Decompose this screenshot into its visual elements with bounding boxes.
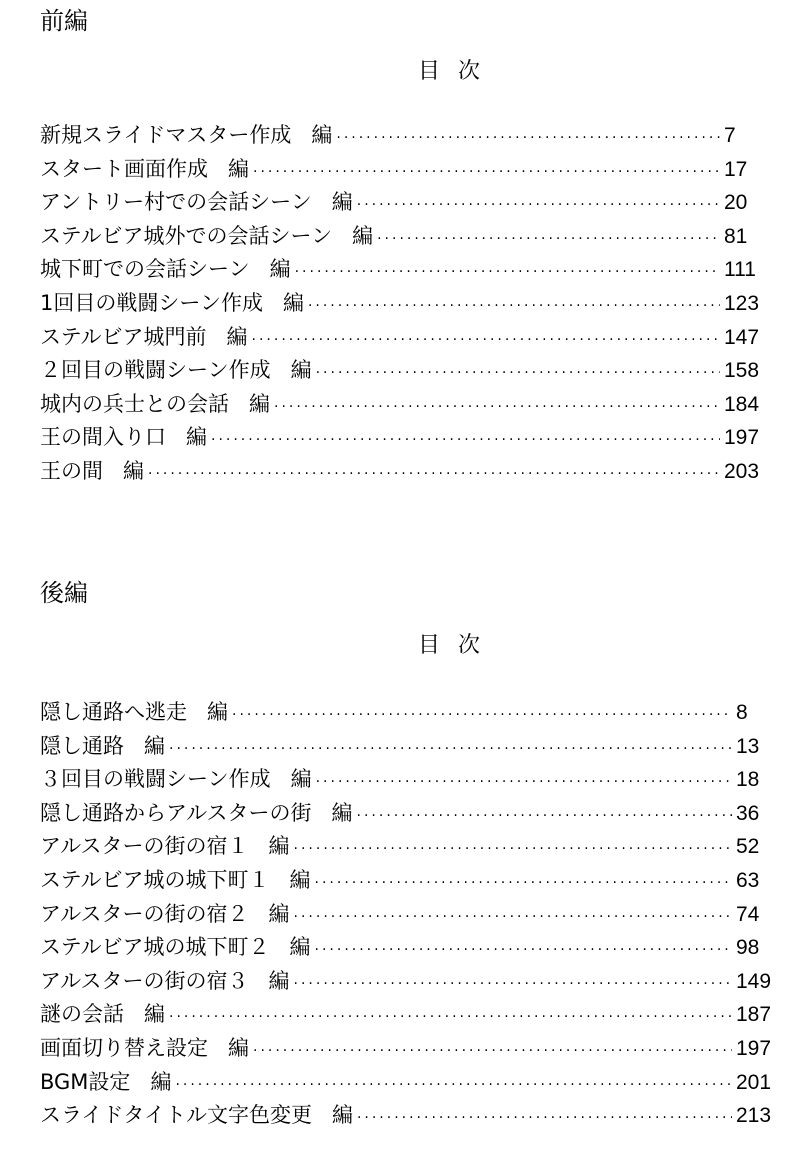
toc-entry-suffix: 編	[290, 358, 312, 383]
toc-entry-suffix: 編	[144, 1002, 165, 1027]
dot-leader	[211, 424, 720, 458]
toc-entry-suffix: 編	[331, 1103, 353, 1128]
toc-entry	[40, 797, 774, 831]
toc-entry-title: ステルビア城の城下町２	[40, 935, 270, 960]
toc-entry	[40, 287, 770, 321]
toc-page-number: 63	[736, 868, 760, 892]
toc-entry-suffix: 編	[150, 1069, 172, 1094]
toc-entry	[40, 119, 770, 153]
section-heading: 前編	[40, 7, 88, 35]
dot-leader	[169, 733, 732, 767]
toc-page-number: 17	[724, 157, 748, 181]
dot-leader	[148, 458, 720, 492]
dot-leader	[169, 1001, 732, 1035]
toc-page-number: 201	[736, 1070, 772, 1094]
toc-entry	[40, 1066, 774, 1100]
toc-entry-title: 王の間入り口	[40, 425, 166, 450]
toc-entry-title: アルスターの街の宿３	[40, 968, 249, 993]
toc-page-number: 123	[724, 291, 760, 315]
toc-entry-title: 謎の会話	[40, 1002, 124, 1027]
toc-entry	[40, 1099, 774, 1133]
toc-page-number: 36	[736, 801, 760, 825]
toc-entry	[40, 253, 770, 287]
toc-entry-title: ステルビア城外での会話シーン	[40, 223, 333, 248]
dot-leader	[252, 324, 720, 358]
toc-entry	[40, 830, 774, 864]
toc-entry	[40, 354, 770, 388]
toc-entry-title: ３回目の戦闘シーン作成	[40, 767, 271, 792]
dot-leader	[274, 391, 720, 425]
dot-leader	[294, 901, 732, 935]
toc-page-number: 184	[724, 392, 760, 416]
toc-entry-suffix: 編	[331, 190, 353, 215]
toc-entry-title: 画面切り替え設定	[40, 1035, 208, 1060]
toc-entry-title: スライドタイトル文字色変更	[40, 1103, 312, 1128]
dot-leader	[308, 290, 720, 324]
toc-entry-suffix: 編	[186, 425, 207, 450]
toc-page-number: 187	[736, 1003, 772, 1027]
toc-entry-suffix: 編	[311, 123, 333, 147]
toc-entry-title: 1回目の戦闘シーン作成	[40, 290, 263, 315]
toc-entry-suffix: 編	[331, 800, 353, 825]
dot-leader	[232, 699, 732, 733]
toc-entry	[40, 730, 774, 764]
toc-entry-title: スタート画面作成	[40, 156, 208, 181]
toc-entry-title: 新規スライドマスター作成	[40, 123, 292, 147]
toc-page-number: 203	[724, 459, 760, 483]
toc-page-number: 20	[724, 191, 748, 215]
dot-leader	[294, 968, 732, 1002]
toc-entry-suffix: 編	[268, 901, 290, 926]
toc-page-number: 149	[736, 969, 772, 993]
toc-entry-title: アントリー村での会話シーン	[40, 190, 312, 215]
toc-entry-title: BGM設定	[40, 1069, 131, 1094]
toc-entry	[40, 388, 770, 422]
dot-leader	[357, 1102, 732, 1136]
toc-page-number: 74	[736, 902, 760, 926]
toc-entry	[40, 220, 770, 254]
toc-entry	[40, 321, 770, 355]
toc-entry	[40, 898, 774, 932]
toc-entry-title: 隠し通路へ逃走	[40, 700, 187, 724]
toc-entry-suffix: 編	[249, 391, 270, 416]
toc-title: 目次	[418, 59, 499, 84]
toc-entry-suffix: 編	[282, 290, 304, 315]
toc-entry-suffix: 編	[269, 257, 291, 282]
dot-leader	[253, 156, 720, 190]
toc-entry-title: ステルビア城の城下町１	[40, 867, 270, 892]
toc-entry-title: 隠し通路	[40, 733, 124, 758]
dot-leader	[357, 800, 732, 834]
toc-entry-suffix: 編	[123, 458, 144, 483]
toc-page-number: 13	[736, 734, 760, 758]
toc-entry	[40, 455, 770, 489]
toc-entry-suffix: 編	[268, 968, 290, 993]
toc-entry	[40, 763, 774, 797]
dot-leader	[316, 766, 732, 800]
toc-entry-title: アルスターの街の宿１	[40, 834, 249, 859]
dot-leader	[316, 357, 720, 391]
toc-entry-suffix: 編	[290, 767, 312, 792]
toc-entry-suffix: 編	[352, 223, 374, 248]
toc-entry-title: 王の間	[40, 458, 103, 483]
toc-entry	[40, 153, 770, 187]
toc-entry	[40, 421, 770, 455]
toc-page-number: 52	[736, 835, 760, 859]
toc-entry-suffix: 編	[289, 935, 311, 960]
toc-entry	[40, 186, 770, 220]
dot-leader	[377, 223, 720, 257]
toc-page-number: 197	[736, 1036, 772, 1060]
toc-page-number: 7	[724, 124, 736, 147]
toc-page-number: 98	[736, 936, 760, 960]
toc-entry-title: アルスターの街の宿２	[40, 901, 249, 926]
section-heading: 後編	[40, 579, 88, 607]
toc-entry	[40, 998, 774, 1032]
dot-leader	[175, 1069, 732, 1103]
toc-entry	[40, 931, 774, 965]
toc-entry-suffix: 編	[289, 867, 311, 892]
toc-entry-suffix: 編	[226, 324, 248, 349]
toc-entry-suffix: 編	[207, 700, 228, 724]
toc-page-number: 111	[724, 258, 756, 282]
toc-entry	[40, 965, 774, 999]
toc-entry	[40, 1032, 774, 1066]
dot-leader	[357, 189, 720, 223]
toc-list	[40, 696, 774, 1133]
toc-page-number: 213	[736, 1104, 772, 1128]
toc-entry-title: ２回目の戦闘シーン作成	[40, 358, 271, 383]
toc-entry-suffix: 編	[144, 733, 165, 758]
toc-entry-title: 城内の兵士との会話	[40, 391, 229, 416]
toc-entry-title: 城下町での会話シーン	[40, 257, 250, 282]
toc-page-number: 18	[736, 768, 760, 792]
dot-leader	[253, 1035, 732, 1069]
toc-entry-suffix: 編	[228, 1035, 249, 1060]
toc-page-number: 197	[724, 426, 760, 450]
toc-title: 目次	[418, 633, 499, 658]
dot-leader	[336, 122, 720, 156]
toc-page-number: 158	[724, 359, 760, 383]
toc-entry-suffix: 編	[268, 834, 290, 859]
toc-page-number: 8	[736, 701, 748, 724]
toc-entry	[40, 696, 774, 730]
toc-entry-title: ステルビア城門前	[40, 324, 207, 349]
toc-entry	[40, 864, 774, 898]
dot-leader	[315, 934, 732, 968]
toc-entry-suffix: 編	[228, 156, 249, 181]
toc-entry-title: 隠し通路からアルスターの街	[40, 800, 312, 825]
dot-leader	[294, 833, 732, 867]
toc-page-number: 81	[724, 224, 748, 248]
toc-page-number: 147	[724, 325, 760, 349]
toc-list	[40, 119, 770, 489]
dot-leader	[315, 867, 732, 901]
dot-leader	[295, 256, 720, 290]
